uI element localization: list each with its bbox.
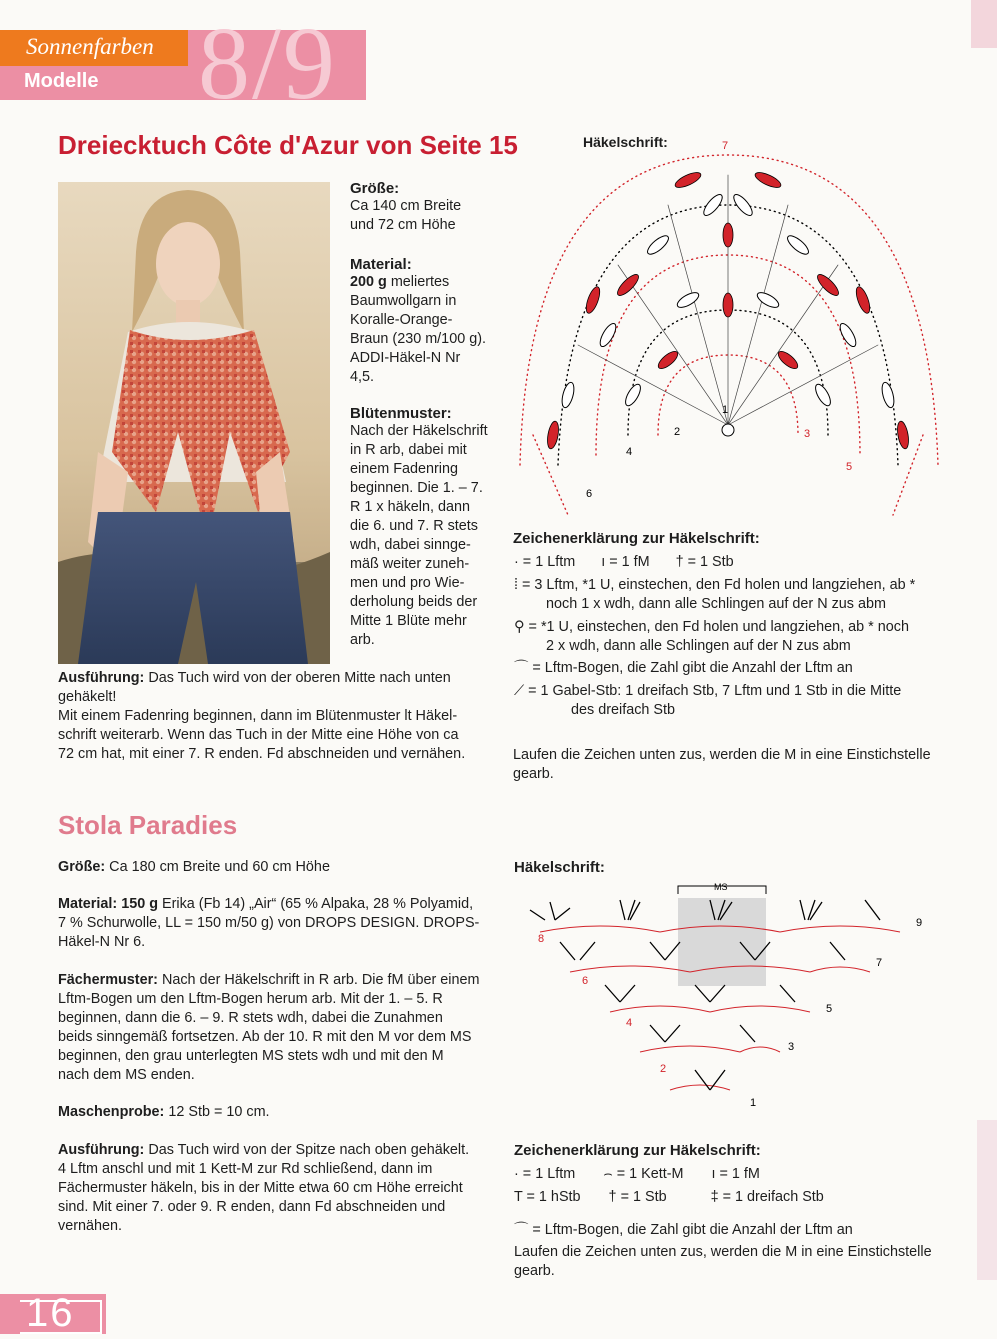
stitch-line: einem Fadenring [350,461,458,477]
legend-text: = 1 fM [609,554,650,570]
pattern1-execution [58,669,498,764]
chart2-row-number: 6 [582,975,589,987]
chart1-round-number: 2 [674,426,681,438]
chart2-heading: Häkelschrift: [514,859,605,876]
size-label: Größe: [350,180,400,197]
legend-text: = 1 Stb [687,554,734,570]
legend-text: 2 x wdh, dann alle Schlingen auf der N zus abm [546,638,851,654]
dc-symbol: † [675,554,684,570]
legend1-row [514,553,734,572]
chart2-row-number: 9 [916,917,923,929]
legend-note: gearb. [514,1263,555,1279]
legend-text: = 1 Kett-M [616,1166,684,1182]
chain-arc-symbol: ⌒ [514,1222,529,1238]
legend1-row [514,576,915,595]
legend-note: Laufen die Zeichen unten zus, werden die M in eine Einstichstelle [513,747,931,763]
stitch-line: derholung beids der [350,594,478,610]
legend-text: = 1 Lftm [522,1166,576,1182]
material-line: Braun (230 m/100 g). [350,331,486,347]
page-edge-tab-lower [977,1120,997,1280]
stitch-line: arb. [350,632,375,648]
legend1-heading: Zeichenerklärung zur Häkelschrift: [513,530,760,547]
pattern2-title: Stola Paradies [58,810,238,840]
chart2-row-number: 2 [660,1063,667,1075]
legend-text: = 1 Stb [620,1189,667,1205]
stitch-label: Blütenmuster: [350,405,452,422]
legend-text: = 3 Lftm, *1 U, einstechen, den Fd holen und langziehen, ab * [522,577,916,593]
header-model-numbers: 8/9 [198,6,337,121]
chart1-heading: Häkelschrift: [583,134,668,150]
triple-tr-symbol: ‡ [710,1189,719,1205]
chain-symbol: · [514,554,519,570]
stitch-line: Lftm-Bogen um den Lftm-Bogen herum arb. Mit der 1. – 5. R [58,991,443,1007]
material-line: Baumwollgarn in [350,293,457,309]
execution-line: Mit einem Fadenring beginnen, dann im Blütenmuster lt Häkel- [58,708,458,724]
stitch-label: Fächermuster: [58,972,158,988]
stitch-line: beginnen, dann die 6. – 9. R stets wdh, dabei die Zunahmen [58,1010,443,1026]
material-label: Material: [58,896,118,912]
execution-line: Fächermuster häkeln, bis in der Mitte etwa 60 cm Höhe erreicht [58,1180,463,1196]
legend-text: = 1 fM [719,1166,760,1182]
header-section: Modelle [24,70,99,92]
stitch-line: beids sinngemäß fortsetzen. Ab der 10. R mit den M vor dem MS [58,1029,472,1045]
legend-text: des dreifach Stb [571,702,675,718]
sc-symbol: ı [711,1166,716,1182]
material-line: Erika (Fb 14) „Air“ (65 % Alpaka, 28 % Polyamid, [162,896,474,912]
crochet-chart-2 [510,880,930,1120]
material-line: 4,5. [350,369,375,385]
chart2-row-number: 5 [826,1003,833,1015]
sc-symbol: ı [601,554,606,570]
legend-note: gearb. [513,766,554,782]
pattern2-material [58,895,498,952]
pattern2-size [58,858,498,877]
material-line: 7 % Schurwolle, LL = 150 m/50 g) von DROPS DESIGN. DROPS- [58,915,480,931]
crochet-chart-1 [508,135,953,530]
legend2-heading: Zeichenerklärung zur Häkelschrift: [514,1142,761,1159]
pattern1-material [350,256,510,387]
legend2-row [514,1221,853,1240]
model-photo [58,182,330,664]
material-line: Häkel-N Nr 6. [58,934,146,950]
cluster-3-symbol: ⁞ [514,577,518,593]
execution-label: Ausführung: [58,670,145,686]
pattern2-gauge [58,1103,498,1122]
material-line: meliertes [390,274,450,290]
repeat-shading [678,898,766,986]
stitch-line: Nach der Häkelschrift [350,423,488,439]
cluster-petal-symbol: ⚲ [514,619,525,635]
page-number: 16 [26,1291,75,1335]
execution-label: Ausführung: [58,1142,145,1158]
chart2-row-number: 1 [750,1097,757,1109]
legend1-row [514,682,901,701]
material-line: Koralle-Orange- [350,312,453,328]
chart2-row-number: 3 [788,1041,795,1053]
legend-text: = *1 U, einstechen, den Fd holen und langziehen, ab * noch [528,619,909,635]
stitch-line: Mitte 1 Blüte mehr [350,613,467,629]
material-amount: 200 g [350,274,387,290]
slip-stitch-symbol: ⌢ [603,1166,613,1182]
chain-symbol: · [514,1166,519,1182]
chart1-round-number: 7 [722,140,729,152]
size-label: Größe: [58,859,106,875]
legend-text: noch 1 x wdh, dann alle Schlingen auf der N zus abm [546,596,886,612]
stitch-line: beginnen. Die 1. – 7. [350,480,483,496]
legend-text: = 1 Lftm [522,554,576,570]
execution-line: 72 cm hat, mit einer 7. R enden. Fd abschneiden und vernähen. [58,746,466,762]
material-label: Material: [350,256,412,273]
stitch-line: Nach der Häkelschrift in R arb. Die fM über einem [161,972,480,988]
legend-text: = 1 dreifach Stb [722,1189,824,1205]
header-series: Sonnenfarben [26,34,154,59]
stitch-line: beginnen, den grau unterlegten MS stets wdh und mit den M [58,1048,444,1064]
stitch-line: in R arb, dabei mit [350,442,467,458]
chain-arc-symbol: ⌒ [514,660,529,676]
stitch-line: mäß weiter zuneh- [350,556,470,572]
material-line: ADDI-Häkel-N Nr [350,350,461,366]
repeat-label: MS [714,882,728,892]
pattern2-execution [58,1141,503,1236]
legend2-row [514,1188,824,1207]
stitch-line: die 6. und 7. R stets [350,518,478,534]
material-amount: 150 g [121,896,158,912]
chart1-round-number: 1 [722,404,729,416]
execution-line: Das Tuch wird von der Spitze nach oben gehäkelt. [148,1142,470,1158]
page-edge-tab [971,0,997,48]
chart1-round-number: 6 [586,488,593,500]
execution-line: Das Tuch wird von der oberen Mitte nach unten [148,670,451,686]
pattern1-stitch [350,405,510,650]
legend1-row [514,659,853,678]
legend2-row [514,1165,760,1184]
pattern1-size [350,180,510,235]
legend-note: Laufen die Zeichen unten zus, werden die M in eine Einstichstelle [514,1244,932,1260]
stitch-line: wdh, dabei sinnge- [350,537,471,553]
execution-line: schrift weiterarb. Wenn das Tuch in der Mitte eine Höhe von ca [58,727,459,743]
chart2-row-number: 8 [538,933,545,945]
legend-text: = Lftm-Bogen, die Zahl gibt die Anzahl der Lftm an [532,1222,853,1238]
gauge-text: 12 Stb = 10 cm. [168,1104,270,1120]
execution-line: gehäkelt! [58,689,117,705]
execution-line: 4 Lftm anschl und mit 1 Kett-M zur Rd schließend, dann im [58,1161,433,1177]
stitch-line: men und pro Wie- [350,575,465,591]
execution-line: vernähen. [58,1218,123,1234]
chart1-round-number: 5 [846,461,853,473]
size-line: und 72 cm Höhe [350,217,456,233]
legend-text: = 1 hStb [526,1189,581,1205]
pattern1-title: Dreiecktuch Côte d'Azur von Seite 15 [58,130,518,160]
chart2-row-number: 4 [626,1017,633,1029]
legend1-row [514,618,909,637]
page-number-tab [0,1291,106,1335]
legend-text: = 1 Gabel-Stb: 1 dreifach Stb, 7 Lftm und 1 Stb in die Mitte [528,683,902,699]
chart1-round-number: 3 [804,428,811,440]
dc-symbol: † [608,1189,617,1205]
pattern2-stitch [58,971,503,1085]
size-text: Ca 180 cm Breite und 60 cm Höhe [109,859,330,875]
forked-stitch-symbol: ⟋ [514,683,525,699]
hdc-symbol: T [514,1189,523,1205]
chart2-row-number: 7 [876,957,883,969]
execution-line: sind. Mit einer 7. oder 9. R enden, dann Fd abschneiden und [58,1199,446,1215]
gauge-label: Maschenprobe: [58,1104,165,1120]
legend-text: = Lftm-Bogen, die Zahl gibt die Anzahl der Lftm an [532,660,853,676]
stitch-line: R 1 x häkeln, dann [350,499,471,515]
chart1-round-number: 4 [626,446,633,458]
size-line: Ca 140 cm Breite [350,198,462,214]
stitch-line: nach dem MS enden. [58,1067,195,1083]
